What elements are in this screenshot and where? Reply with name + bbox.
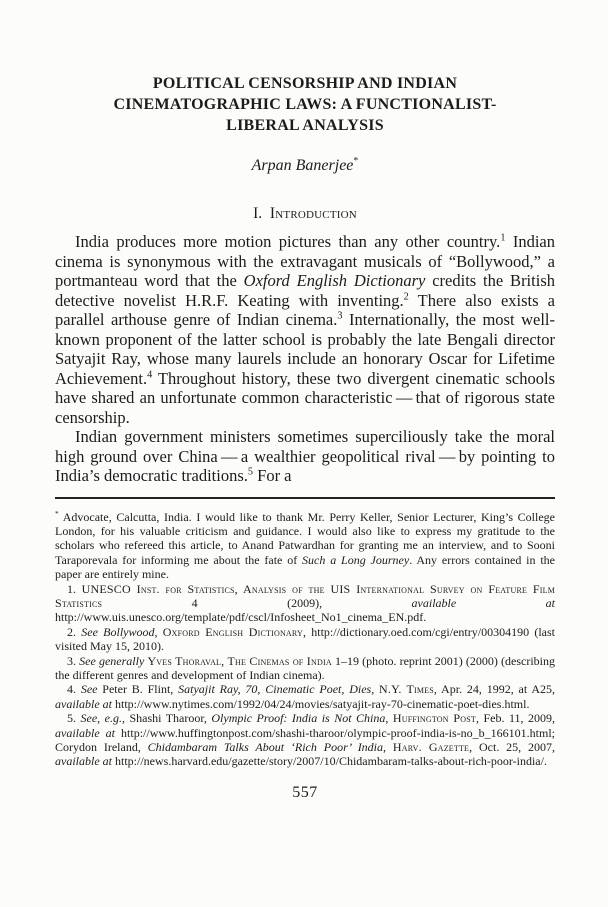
footnote-5: 5. See, e.g., Shashi Tharoor, Olympic Proof: India is Not China, Huffington Post, Feb. 11, 2009, available at http://www.huffingtonpost.com/shashi-tharoor/olympic-proof-india-is-no_b_166101.html; Corydon Ireland, Chidambaram Talks About ‘Rich Poor’ India, Harv. Gazette, Oct. 25, 2007, available at http://news.harvard.edu/gazette/story/2007/10/Chidambaram-talks-about-rich-poor-india/. <box>55 711 556 769</box>
page-content <box>55 73 555 802</box>
article-title-line-3: LIBERAL ANALYSIS <box>226 117 384 134</box>
footnote-separator-rule <box>55 497 555 499</box>
article-body <box>55 232 555 486</box>
footnotes-section <box>55 510 555 769</box>
body-paragraph-2: Indian government ministers sometimes superciliously take the moral high ground over China — a wealthier geopolitical rival — by pointing to India’s democratic traditions.$^5$ For a <box>55 427 555 485</box>
article-title-line-1: POLITICAL CENSORSHIP AND INDIAN <box>152 75 458 92</box>
footnote-1: 1. UNESCO Inst. for Statistics, Analysis of the UIS International Survey on Feature Film Statistics 4 (2009), available at http://www.uis.unesco.org/template/pdf/cscl/Infosheet_No1_cinema_EN.pdf. <box>55 581 556 625</box>
body-paragraph-1: India produces more motion pictures than any other country.$^1$ Indian cinema is synonymous with the extravagant musicals of “Bollywood,” a portmanteau word that the Oxford English Dictionary credits the British detective novelist H.R.F. Keating with inventing.$^2$ There also exists a parallel arthouse genre of Indian cinema.$^3$ Internationally, the most well-known proponent of the latter school is probably the late Bengali director Satyajit Ray, whose many laurels include an honorary Oscar for Lifetime Achievement.$^4$ Throughout history, these two divergent cinematic schools have shared an unfortunate common characteristic — that of rigorous state censorship. <box>55 232 556 427</box>
article-title-line-2: CINEMATOGRAPHIC LAWS: A FUNCTIONALIST- <box>113 96 497 113</box>
footnote-2: 2. See Bollywood, Oxford English Dictionary, http://dictionary.oed.com/cgi/entry/00304190 (last visited May 15, 2010). <box>55 624 556 654</box>
article-title <box>55 73 555 136</box>
page-number: 557 <box>292 783 318 801</box>
footnote-3: 3. See generally Yves Thoraval, The Cinemas of India 1–19 (photo. reprint 2001) (2000) (describing the different genres and development of Indian cinema). <box>55 653 556 682</box>
footnote-4: 4. See Peter B. Flint, Satyajit Ray, 70, Cinematic Poet, Dies, N.Y. Times, Apr. 24, 1992, at A25, available at http://www.nytimes.com/1992/04/24/movies/satyajit-ray-70-cinematic-poet-dies.html. <box>55 682 556 711</box>
section-heading-introduction: I. Introduction <box>253 205 357 222</box>
author-byline: Arpan Banerjee* <box>251 155 359 174</box>
footnote-star: * Advocate, Calcutta, India. I would like to thank Mr. Perry Keller, Senior Lecturer, King’s College London, for his valuable criticism and guidance. I would also like to express my gratitude to the scholars who refereed this article, to Anand Patwardhan for granting me an interview, and to Sooni Taraporevala for informing me about the fate of Such a Long Journey. Any errors contained in the paper are entirely mine. <box>55 508 555 582</box>
